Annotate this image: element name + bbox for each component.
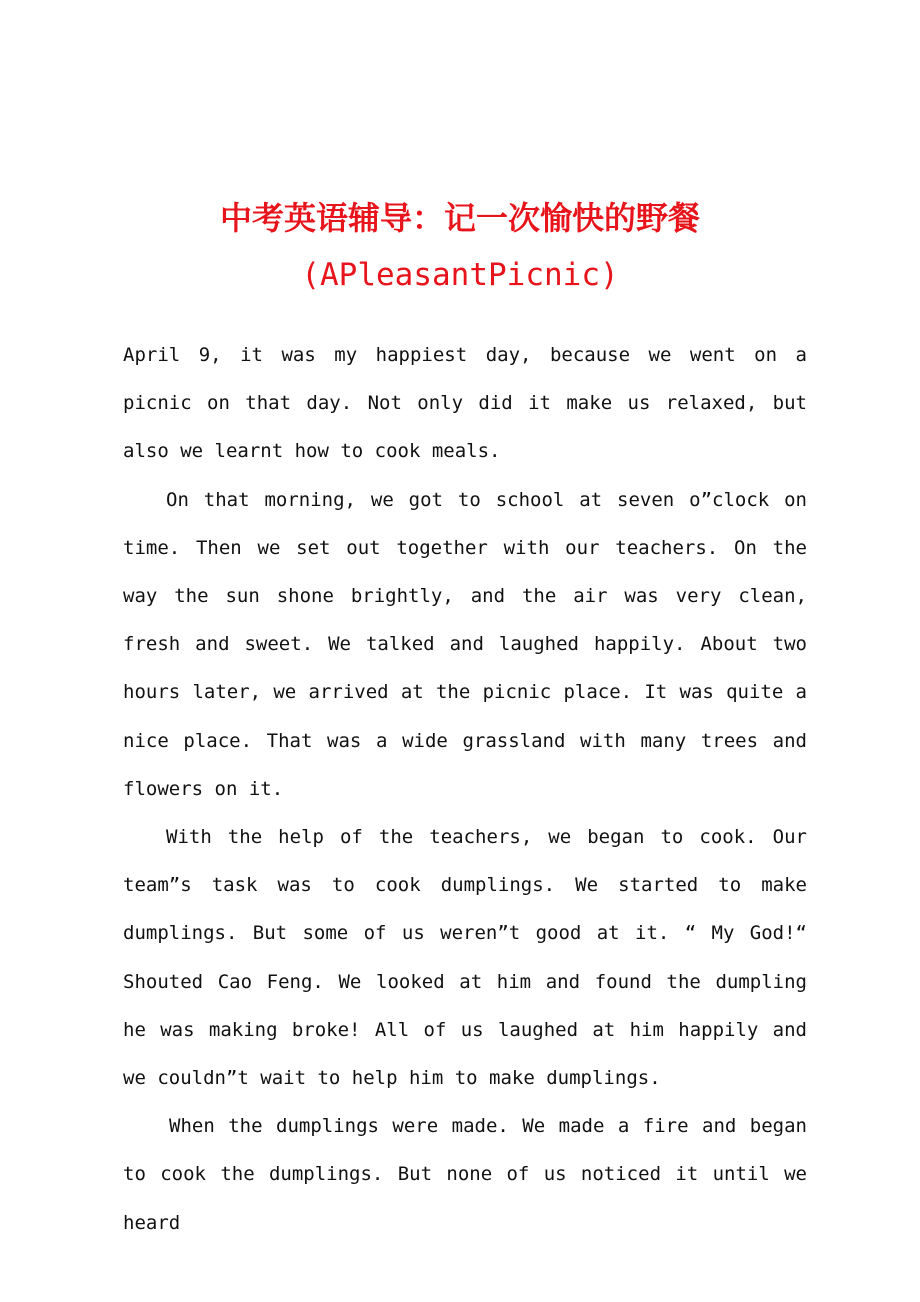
paragraph-1: April 9, it was my happiest day, because we went on a picnic on that day. Not only did it make us relaxed, but also we learnt how to cook meals. (123, 344, 807, 463)
paragraph-4: When the dumplings were made. We made a fire and began to cook the dumplings. But none of us noticed it until we heard (123, 1115, 807, 1234)
document-body (123, 331, 807, 1247)
paragraph-3: With the help of the teachers, we began to cook. Our team”s task was to cook dumplings. We started to make dumplings. But some of us weren”t good at it. “ My God!“ Shouted Cao Feng. We looked at him and found the dumpling he was making broke! All of us laughed at him happily and we couldn”t wait to help him to make dumplings. (123, 826, 807, 1090)
document-title-chinese: 中考英语辅导：记一次愉快的野餐 (219, 199, 700, 237)
document-title-english: (APleasantPicnic) (301, 257, 619, 293)
paragraph-2: On that morning, we got to school at seven o”clock on time. Then we set out together with our teachers. On the way the sun shone brightly, and the air was very clean, fresh and sweet. We talked and laughed happily. About two hours later, we arrived at the picnic place. It was quite a nice place. That was a wide grassland with many trees and flowers on it. (123, 488, 807, 800)
